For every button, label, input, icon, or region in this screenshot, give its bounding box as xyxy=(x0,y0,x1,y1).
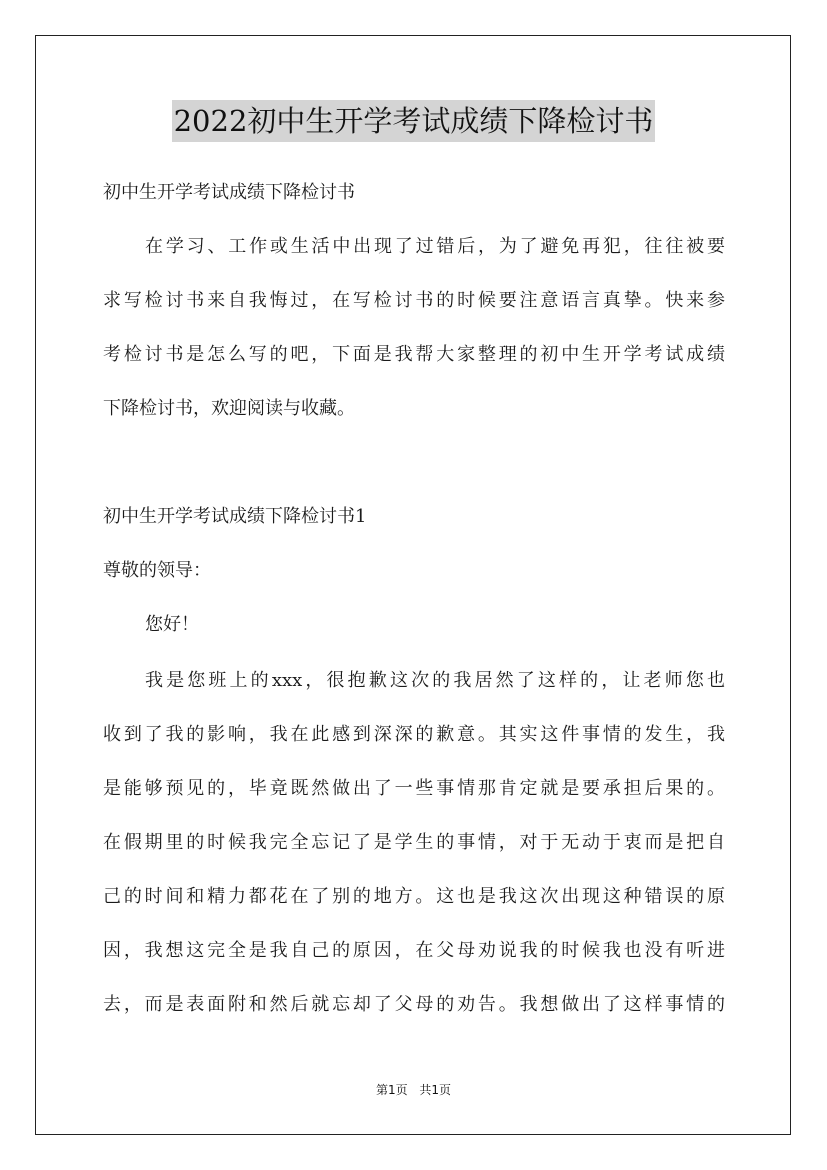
body-line: 去，而是表面附和然后就忘却了父母的劝告。我想做出了这样事情的 xyxy=(103,994,725,1015)
intro-line: 在学习、工作或生活中出现了过错后，为了避免再犯，往往被要 xyxy=(145,236,725,257)
page-total: 共1页 xyxy=(419,1083,452,1097)
intro-line: 下降检讨书，欢迎阅读与收藏。 xyxy=(103,398,355,419)
document-title: 2022初中生开学考试成绩下降检讨书 xyxy=(172,100,656,142)
intro-line: 考检讨书是怎么写的吧，下面是我帮大家整理的初中生开学考试成绩 xyxy=(103,344,725,365)
salutation: 尊敬的领导： xyxy=(103,560,211,581)
body-line: 收到了我的影响，我在此感到深深的歉意。其实这件事情的发生，我 xyxy=(103,724,725,745)
greeting: 您好！ xyxy=(145,614,199,635)
body-line: 我是您班上的xxx，很抱歉这次的我居然了这样的，让老师您也 xyxy=(145,670,725,691)
body-line: 在假期里的时候我完全忘记了是学生的事情，对于无动于衷而是把自 xyxy=(103,832,725,853)
page-number: 第1页 xyxy=(375,1083,408,1097)
body-line: 因，我想这完全是我自己的原因，在父母劝说我的时候我也没有听进 xyxy=(103,940,725,961)
page-footer xyxy=(0,1082,827,1098)
body-line: 是能够预见的，毕竟既然做出了一些事情那肯定就是要承担后果的。 xyxy=(103,778,725,799)
intro-line: 求写检讨书来自我悔过，在写检讨书的时候要注意语言真挚。快来参 xyxy=(103,290,725,311)
document-subtitle: 初中生开学考试成绩下降检讨书 xyxy=(103,182,355,203)
body-line: 己的时间和精力都花在了别的地方。这也是我这次出现这种错误的原 xyxy=(103,886,725,907)
section-heading: 初中生开学考试成绩下降检讨书1 xyxy=(103,506,367,527)
title-container xyxy=(0,100,827,142)
